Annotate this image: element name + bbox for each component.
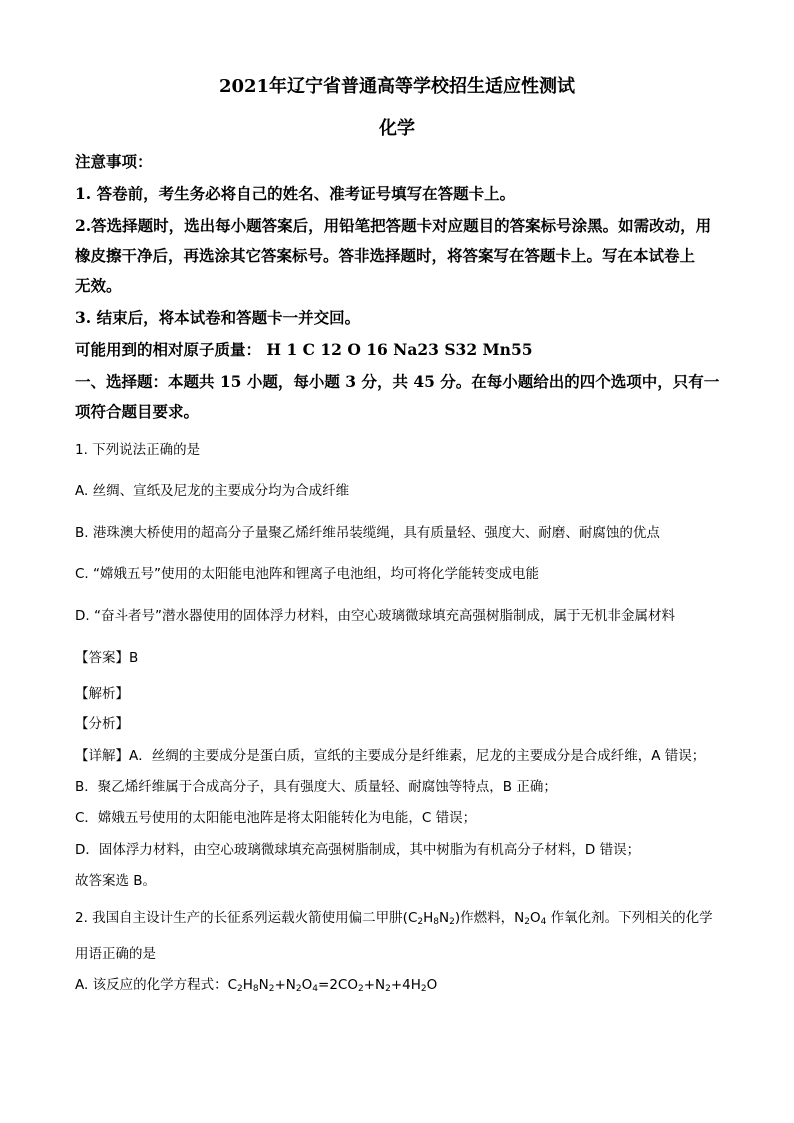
q2-option-a: A. 该反应的化学方程式：$C_2H_8N_2+N_2O_4=2CO_2+N_2+4H_2O$ <box>75 977 438 994</box>
q1-option-c: C. “嫦娥五号”使用的太阳能电池阵和锂离子电池组，均可将化学能转变成电能 <box>75 566 539 582</box>
q1-detail-d: D．固体浮力材料，由空心玻璃微球填充高强树脂制成，其中树脂为有机高分子材料，D 错误； <box>75 842 641 858</box>
q1-analysis-label: 【解析】 <box>75 686 129 702</box>
q1-detail-c: C．嫦娥五号使用的太阳能电池阵是将太阳能转化为电能，C 错误； <box>75 810 477 826</box>
q1-option-b: B. 港珠澳大桥使用的超高分子量聚乙烯纤维吊装缆绳，具有质量轻、强度大、耐磨、耐腐蚀的优点 <box>75 525 660 541</box>
q1-detail-a: 【详解】A．丝绸的主要成分是蛋白质，宣纸的主要成分是纤维素，尼龙的主要成分是合成纤维，A 错误； <box>75 748 706 764</box>
notice-item-2-line-1: 2.答选择题时，选出每小题答案后，用铅笔把答题卡对应题目的答案标号涂黑。如需改动，用 <box>75 216 712 235</box>
notice-item-2-line-3: 无效。 <box>75 276 122 295</box>
q1-fenxi-label: 【分析】 <box>75 716 129 732</box>
q1-stem: 1. 下列说法正确的是 <box>75 442 201 458</box>
q2-stem-line-2: 用语正确的是 <box>75 946 156 962</box>
notice-item-3: 3. 结束后，将本试卷和答题卡一并交回。 <box>75 308 361 327</box>
subject-title: 化学 <box>379 118 415 139</box>
q1-conclusion: 故答案选 B。 <box>75 873 157 889</box>
section1-line-2: 项符合题目要求。 <box>75 402 200 421</box>
section1-line-1: 一、选择题：本题共 15 小题，每小题 3 分，共 45 分。在每小题给出的四个选项中，只有一 <box>75 372 720 391</box>
notice-heading: 注意事项： <box>75 152 153 171</box>
notice-item-1: 1. 答卷前，考生务必将自己的姓名、准考证号填写在答题卡上。 <box>75 184 516 203</box>
notice-item-2-line-2: 橡皮擦干净后，再选涂其它答案标号。答非选择题时，将答案写在答题卡上。写在本试卷上 <box>75 246 696 265</box>
q2-stem: 2. 我国自主设计生产的长征系列运载火箭使用偏二甲肼$(C_2H_8N_2)$作燃料，$N_2O_4$ 作氧化剂。下列相关的化学 <box>75 910 713 927</box>
q1-answer: 【答案】B <box>75 650 139 666</box>
exam-title: 2021年辽宁省普通高等学校招生适应性测试 <box>218 76 576 97</box>
q1-option-d: D. “奋斗者号”潜水器使用的固体浮力材料，由空心玻璃微球填充高强树脂制成，属于无机非金属材料 <box>75 608 675 624</box>
atomic-mass-line: 可能用到的相对原子质量： H 1 C 12 O 16 Na23 S32 Mn55 <box>75 340 533 359</box>
q1-detail-b: B．聚乙烯纤维属于合成高分子，具有强度大、质量轻、耐腐蚀等特点，B 正确； <box>75 779 557 795</box>
q1-option-a: A. 丝绸、宣纸及尼龙的主要成分均为合成纤维 <box>75 483 350 499</box>
